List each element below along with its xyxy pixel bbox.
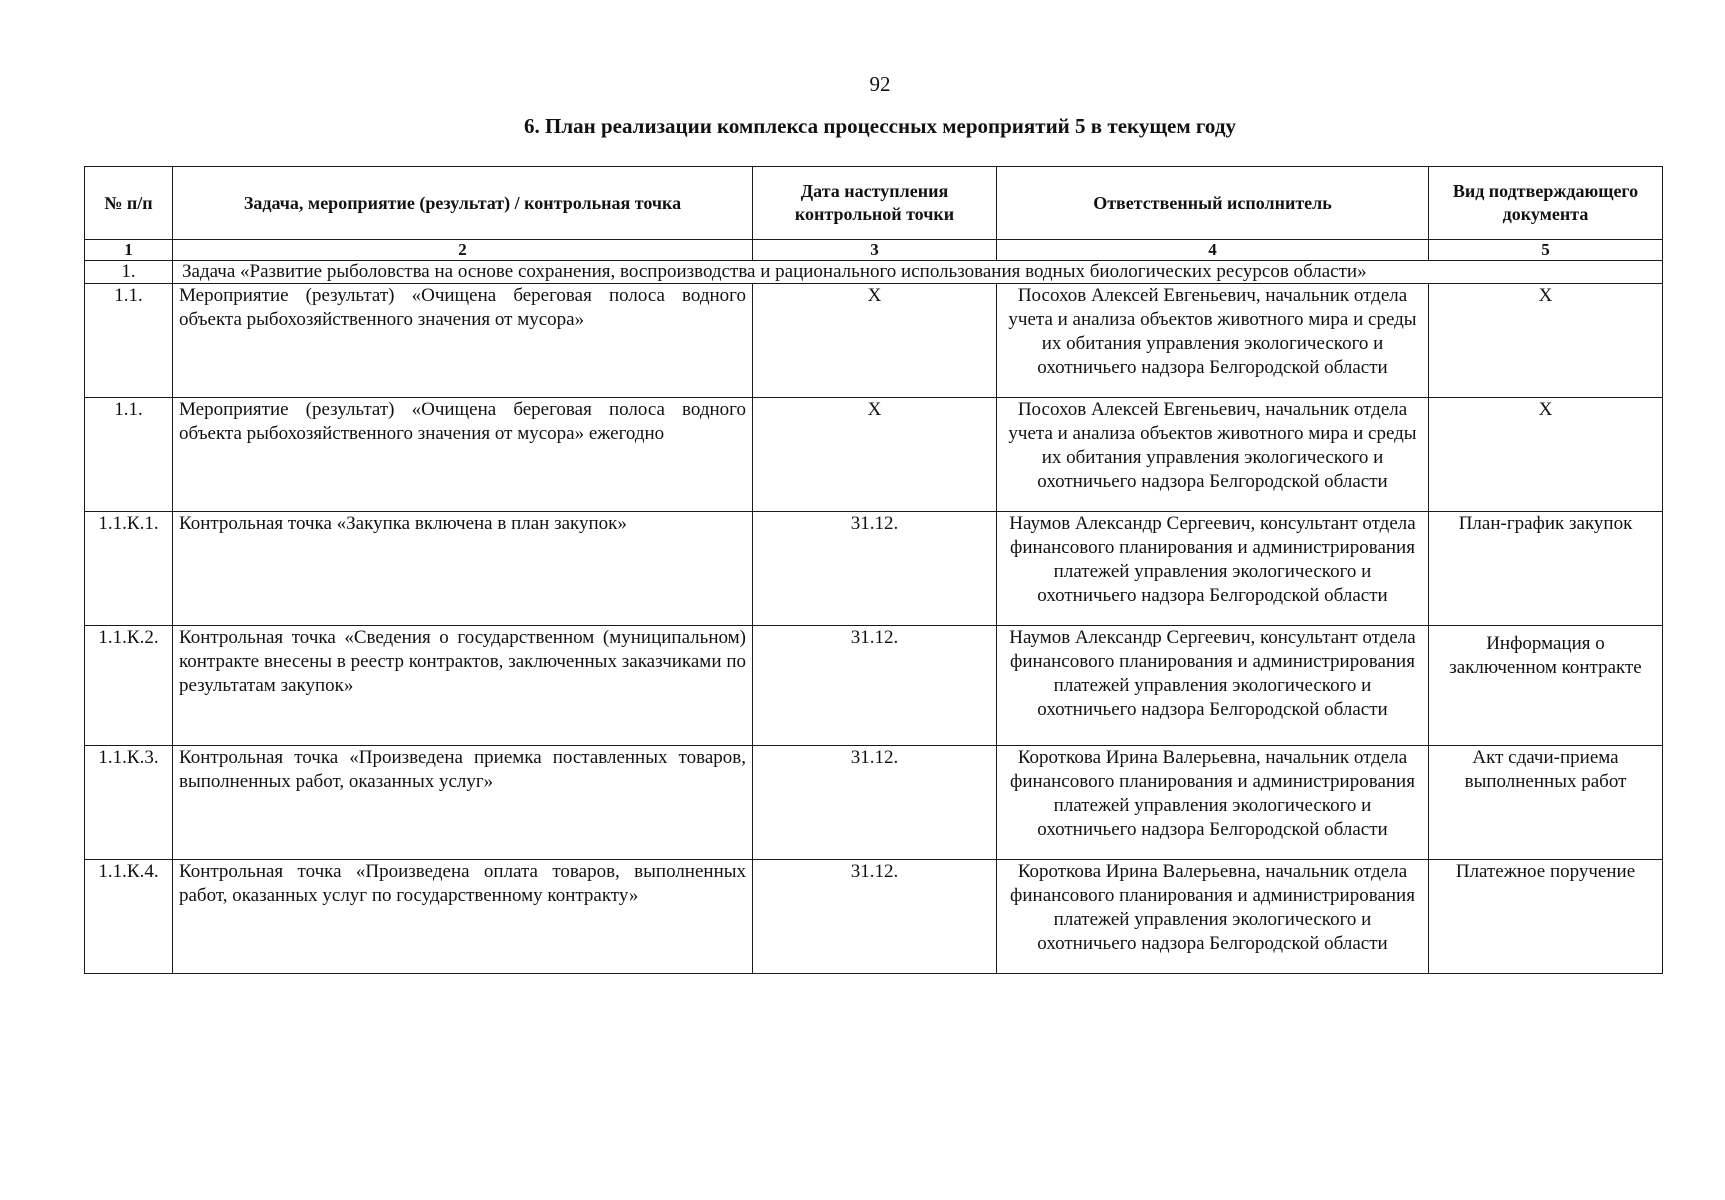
row-document: X	[1429, 398, 1663, 512]
row-date: 31.12.	[753, 746, 997, 860]
header-resp: Ответственный исполнитель	[997, 167, 1429, 240]
task-number: 1.	[85, 261, 173, 284]
row-responsible: Короткова Ирина Валерьевна, начальник отдела финансового планирования и администрирования платежей управления экологического и охотничьего надзора Белгородской области	[997, 860, 1429, 974]
row-date: X	[753, 398, 997, 512]
row-document: Акт сдачи-приема выполненных работ	[1429, 746, 1663, 860]
column-number: 2	[173, 240, 753, 261]
row-description: Мероприятие (результат) «Очищена береговая полоса водного объекта рыбохозяйственного значения от мусора»	[173, 284, 753, 398]
table-row	[85, 746, 1663, 860]
table-row	[85, 512, 1663, 626]
row-date: 31.12.	[753, 626, 997, 746]
table-row	[85, 626, 1663, 746]
row-number: 1.1.К.2.	[85, 626, 173, 746]
row-document: Платежное поручение	[1429, 860, 1663, 974]
row-date: X	[753, 284, 997, 398]
page-title: 6. План реализации комплекса процессных мероприятий 5 в текущем году	[524, 114, 1236, 138]
task-row	[85, 261, 1663, 284]
page-number: 92	[869, 72, 891, 96]
row-responsible: Посохов Алексей Евгеньевич, начальник отдела учета и анализа объектов животного мира и среды их обитания управления экологического и охотничьего надзора Белгородской области	[997, 284, 1429, 398]
plan-table	[84, 166, 1663, 974]
row-responsible: Короткова Ирина Валерьевна, начальник отдела финансового планирования и администрирования платежей управления экологического и охотничьего надзора Белгородской области	[997, 746, 1429, 860]
row-number: 1.1.	[85, 398, 173, 512]
column-number: 1	[85, 240, 173, 261]
column-number: 3	[753, 240, 997, 261]
header-date: Дата наступления контрольной точки	[753, 167, 997, 240]
row-responsible: Наумов Александр Сергеевич, консультант отдела финансового планирования и администрирования платежей управления экологического и охотничьего надзора Белгородской области	[997, 626, 1429, 746]
header-desc: Задача, мероприятие (результат) / контрольная точка	[173, 167, 753, 240]
row-description: Контрольная точка «Сведения о государственном (муниципальном) контракте внесены в реестр контрактов, заключенных заказчиками по результатам закупок»	[173, 626, 753, 746]
row-description: Контрольная точка «Произведена оплата товаров, выполненных работ, оказанных услуг по государственному контракту»	[173, 860, 753, 974]
row-number: 1.1.К.4.	[85, 860, 173, 974]
task-text: Задача «Развитие рыболовства на основе сохранения, воспроизводства и рационального использования водных биологических ресурсов области»	[173, 261, 1663, 284]
row-document: План-график закупок	[1429, 512, 1663, 626]
header-doc: Вид подтверждающего документа	[1429, 167, 1663, 240]
header-num: № п/п	[85, 167, 173, 240]
row-number: 1.1.К.1.	[85, 512, 173, 626]
header-row	[85, 167, 1663, 240]
row-number: 1.1.К.3.	[85, 746, 173, 860]
column-number: 4	[997, 240, 1429, 261]
row-responsible: Посохов Алексей Евгеньевич, начальник отдела учета и анализа объектов животного мира и среды их обитания управления экологического и охотничьего надзора Белгородской области	[997, 398, 1429, 512]
table-row	[85, 860, 1663, 974]
row-date: 31.12.	[753, 860, 997, 974]
row-date: 31.12.	[753, 512, 997, 626]
column-number-row	[85, 240, 1663, 261]
row-description: Мероприятие (результат) «Очищена береговая полоса водного объекта рыбохозяйственного значения от мусора» ежегодно	[173, 398, 753, 512]
column-number: 5	[1429, 240, 1663, 261]
row-number: 1.1.	[85, 284, 173, 398]
row-document: X	[1429, 284, 1663, 398]
row-description: Контрольная точка «Закупка включена в план закупок»	[173, 512, 753, 626]
row-responsible: Наумов Александр Сергеевич, консультант отдела финансового планирования и администрирования платежей управления экологического и охотничьего надзора Белгородской области	[997, 512, 1429, 626]
row-description: Контрольная точка «Произведена приемка поставленных товаров, выполненных работ, оказанных услуг»	[173, 746, 753, 860]
table-row	[85, 398, 1663, 512]
row-document: Информация о заключенном контракте	[1429, 626, 1663, 746]
table-row	[85, 284, 1663, 398]
